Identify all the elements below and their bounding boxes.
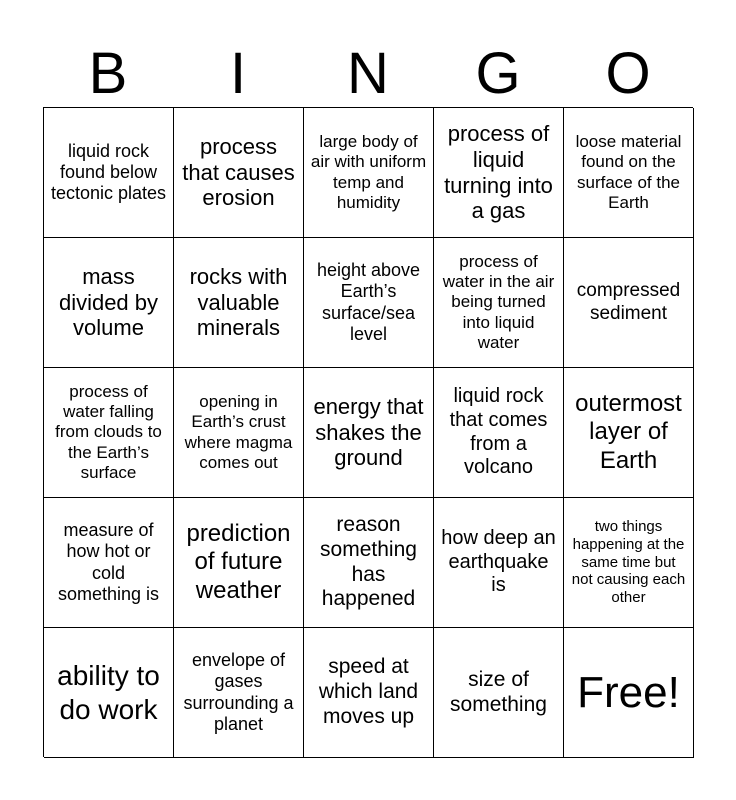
bingo-cell-r1c1[interactable]: liquid rock found below tectonic plates bbox=[44, 108, 174, 238]
bingo-cell-r4c1[interactable]: measure of how hot or cold something is bbox=[44, 498, 174, 628]
bingo-cell-r5c4[interactable]: size of something bbox=[434, 628, 564, 758]
bingo-board bbox=[43, 107, 693, 757]
header-letter-g: G bbox=[475, 41, 521, 106]
bingo-cell-r5c2[interactable]: envelope of gases surrounding a planet bbox=[174, 628, 304, 758]
bingo-cell-r4c5[interactable]: two things happening at the same time but not causing each other bbox=[564, 498, 694, 628]
bingo-cell-r5c3[interactable]: speed at which land moves up bbox=[304, 628, 434, 758]
bingo-cell-r3c3[interactable]: energy that shakes the ground bbox=[304, 368, 434, 498]
header-letter-n: N bbox=[347, 41, 389, 106]
bingo-cell-r2c1[interactable]: mass divided by volume bbox=[44, 238, 174, 368]
bingo-cell-r3c4[interactable]: liquid rock that comes from a volcano bbox=[434, 368, 564, 498]
bingo-cell-r5c1[interactable]: ability to do work bbox=[44, 628, 174, 758]
bingo-cell-r4c2[interactable]: prediction of future weather bbox=[174, 498, 304, 628]
bingo-cell-r4c3[interactable]: reason something has happened bbox=[304, 498, 434, 628]
bingo-cell-r4c4[interactable]: how deep an earthquake is bbox=[434, 498, 564, 628]
bingo-cell-free-space[interactable]: Free! bbox=[564, 628, 694, 758]
bingo-cell-r1c2[interactable]: process that causes erosion bbox=[174, 108, 304, 238]
header-letter-o: O bbox=[605, 41, 651, 106]
bingo-cell-r3c2[interactable]: opening in Earth’s crust where magma comes out bbox=[174, 368, 304, 498]
bingo-header bbox=[43, 40, 693, 108]
bingo-cell-r1c3[interactable]: large body of air with uniform temp and humidity bbox=[304, 108, 434, 238]
bingo-cell-r2c2[interactable]: rocks with valuable minerals bbox=[174, 238, 304, 368]
bingo-cell-r2c5[interactable]: compressed sediment bbox=[564, 238, 694, 368]
bingo-cell-r3c1[interactable]: process of water falling from clouds to the Earth’s surface bbox=[44, 368, 174, 498]
bingo-cell-r2c3[interactable]: height above Earth’s surface/sea level bbox=[304, 238, 434, 368]
header-letter-b: B bbox=[88, 41, 128, 106]
bingo-cell-r3c5[interactable]: outermost layer of Earth bbox=[564, 368, 694, 498]
bingo-cell-r2c4[interactable]: process of water in the air being turned into liquid water bbox=[434, 238, 564, 368]
header-letter-i: I bbox=[229, 41, 247, 106]
bingo-cell-r1c4[interactable]: process of liquid turning into a gas bbox=[434, 108, 564, 238]
bingo-cell-r1c5[interactable]: loose material found on the surface of the Earth bbox=[564, 108, 694, 238]
